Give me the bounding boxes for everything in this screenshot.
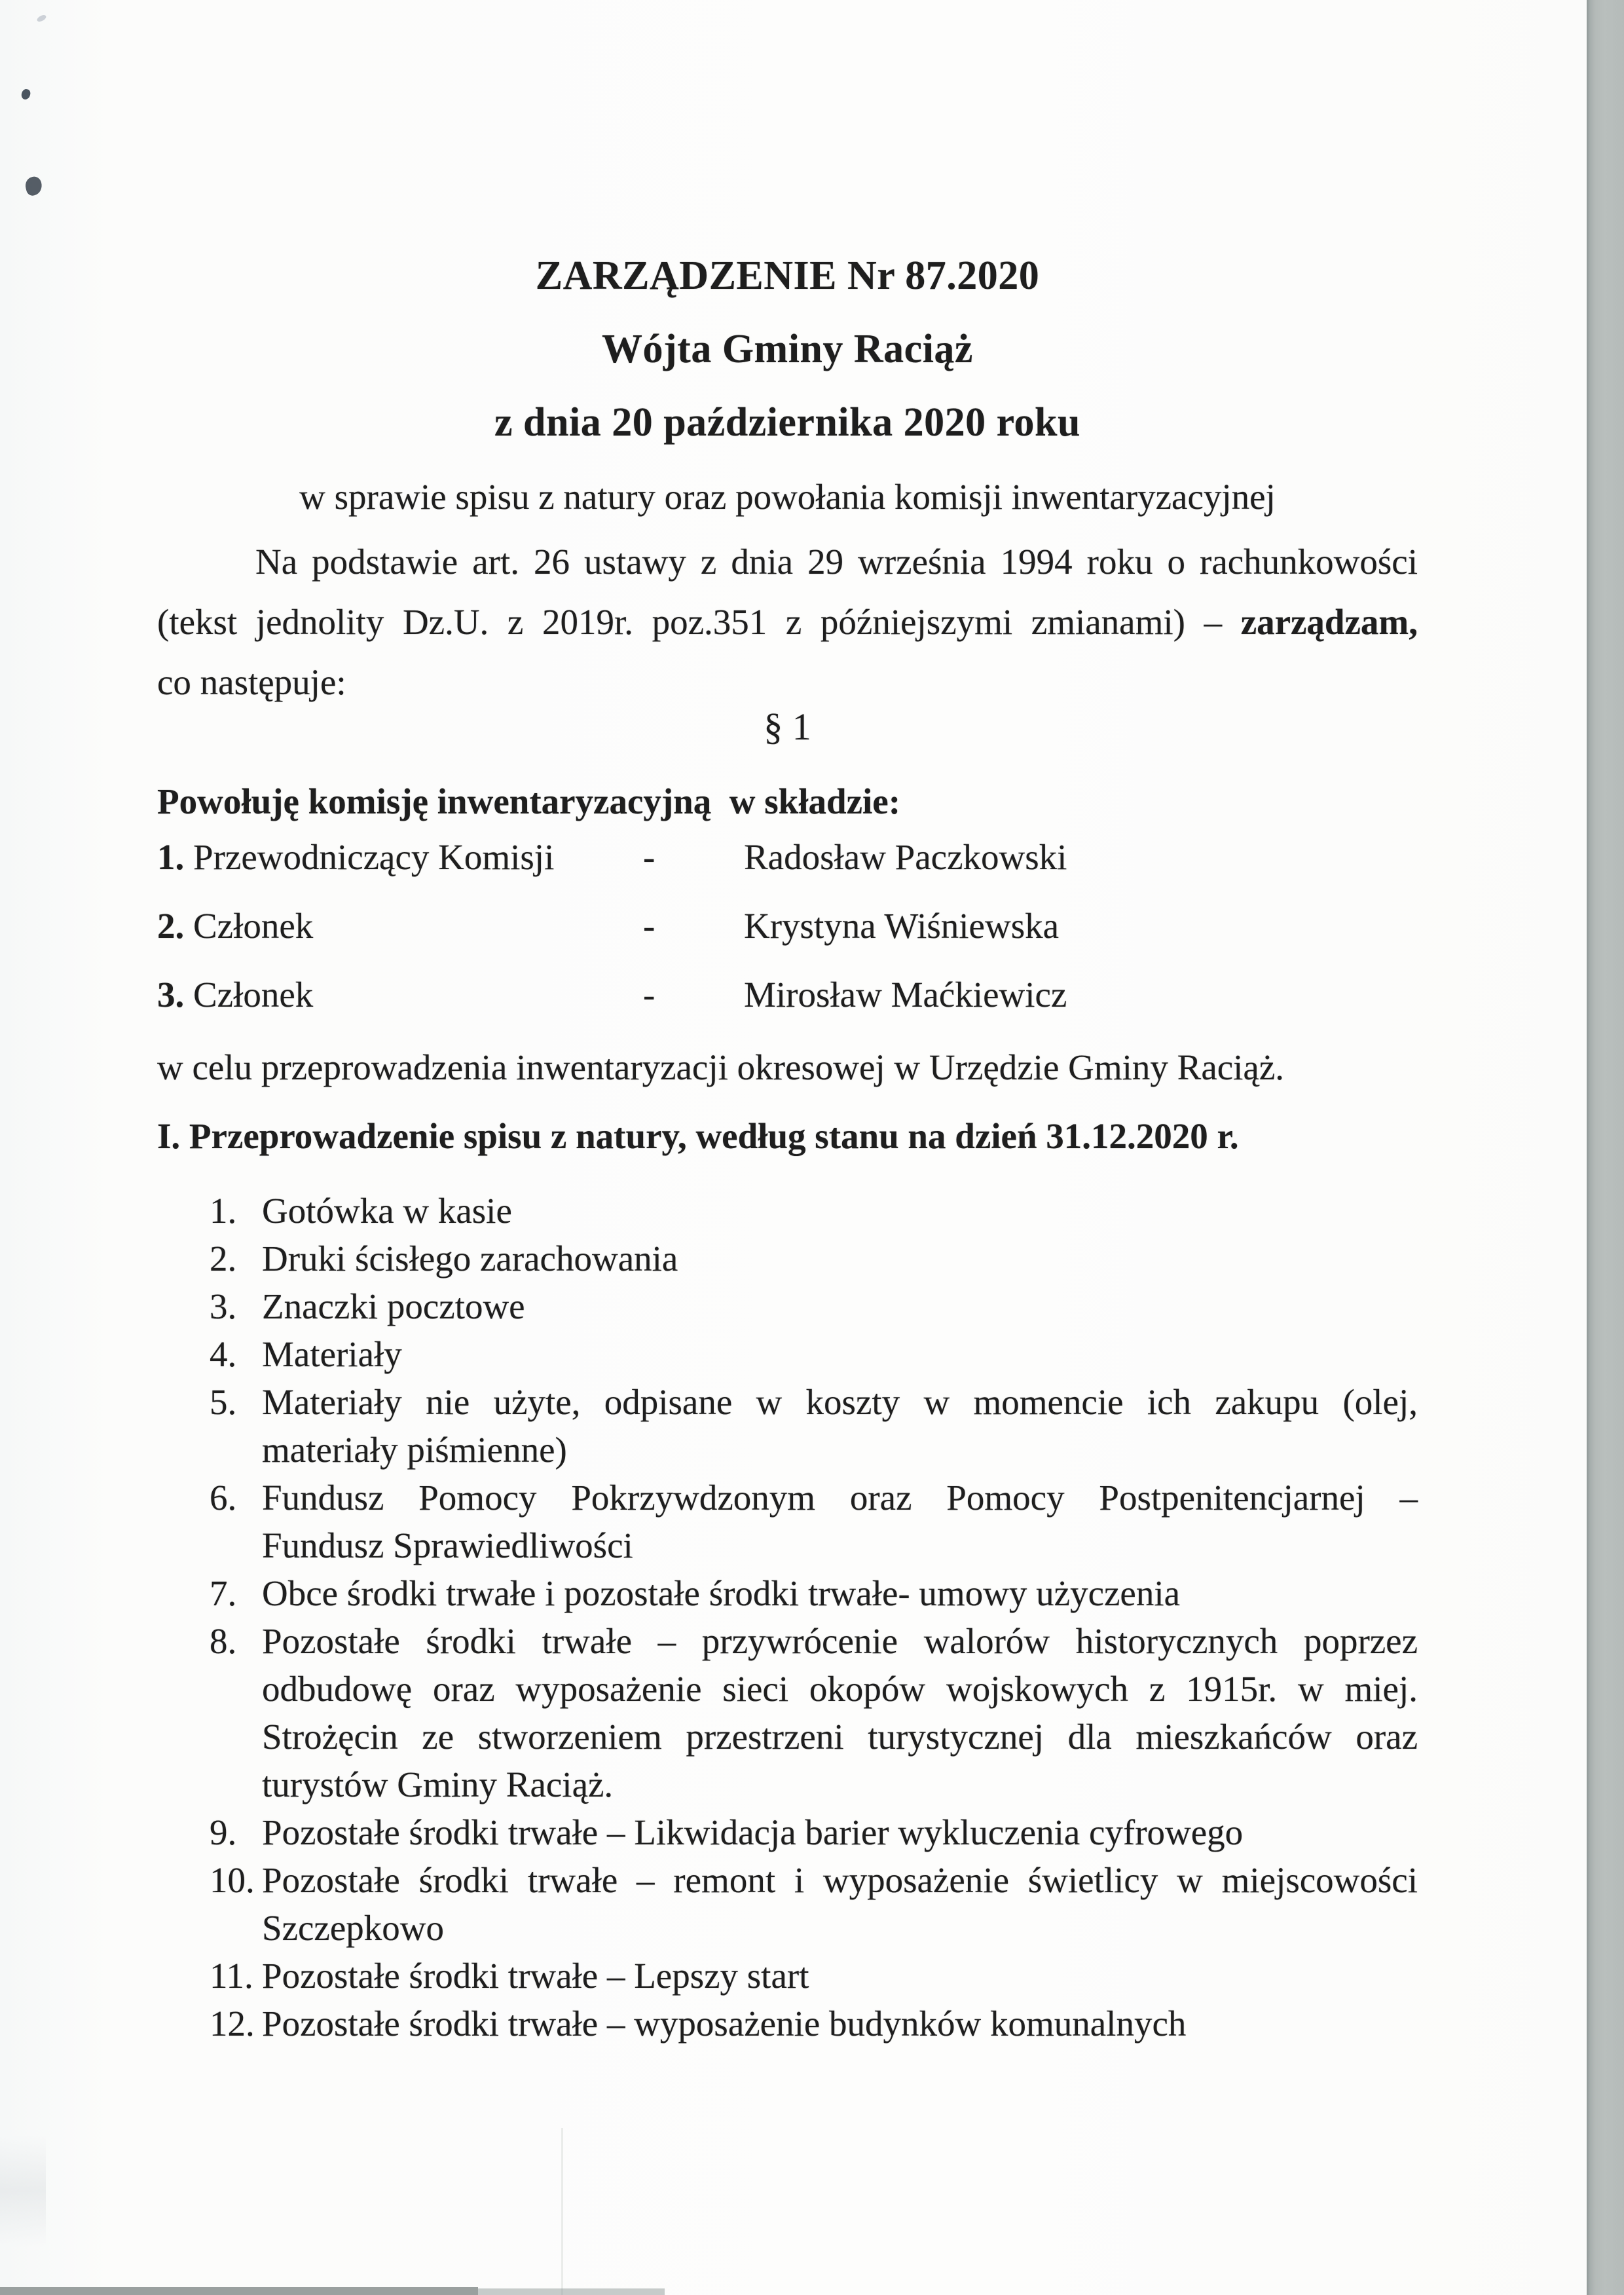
inventory-item-line: Materiały [262, 1334, 402, 1374]
legal-basis-line1: Na podstawie art. 26 ustawy z dnia 29 września 1994 roku o rachunkowości [255, 542, 1418, 582]
scan-vertical-streak [561, 2128, 563, 2295]
document-title-line1: ZARZĄDZENIE Nr 87.2020 [535, 253, 1040, 298]
inventory-item [210, 1856, 1418, 1952]
inventory-item-line: Szczepkowo [262, 1908, 444, 1948]
legal-basis-line2-bold: zarządzam, [1240, 602, 1418, 642]
committee-role: 3. Członek [157, 975, 314, 1015]
committee-number: 2. [157, 906, 185, 946]
inventory-item-line: Pozostałe środki trwałe – wyposażenie budynków komunalnych [262, 2004, 1187, 2043]
inventory-item-number: 12. [210, 2004, 255, 2043]
part-1-heading: I. Przeprowadzenie spisu z natury, według stanu na dzień 31.12.2020 r. [157, 1116, 1239, 1156]
inventory-list [210, 1187, 1418, 2047]
legal-basis-line3: co następuje: [157, 662, 346, 702]
committee-intro-line: Powołuję komisję inwentaryzacyjną w składzie: [157, 781, 901, 821]
inventory-item [210, 1474, 1418, 1569]
inventory-item-number: 2. [210, 1239, 237, 1278]
committee-number: 1. [157, 837, 185, 877]
document-title-line3: z dnia 20 października 2020 roku [494, 400, 1081, 445]
inventory-item-line: Obce środki trwałe i pozostałe środki trwałe- umowy użyczenia [262, 1573, 1181, 1613]
inventory-item-line: Pozostałe środki trwałe – Lepszy start [262, 1956, 809, 1996]
inventory-item [210, 1282, 1418, 1330]
inventory-item-line: Fundusz Pomocy Pokrzywdzonym oraz Pomocy Postpenitencjarnej – [262, 1478, 1418, 1518]
inventory-item [210, 1235, 1418, 1282]
inventory-item-number: 3. [210, 1286, 237, 1326]
legal-basis-line2-regular: (tekst jednolity Dz.U. z 2019r. poz.351 z późniejszymi zmianami) – [157, 602, 1241, 642]
inventory-item [210, 1617, 1418, 1808]
inventory-item-line: Gotówka w kasie [262, 1191, 512, 1231]
inventory-item-line: turystów Gminy Raciąż. [262, 1764, 614, 1804]
inventory-item-number: 5. [210, 1382, 237, 1422]
section-1-mark: § 1 [764, 705, 811, 748]
inventory-item [210, 1569, 1418, 1617]
committee-number: 3. [157, 975, 185, 1015]
inventory-item-number: 8. [210, 1621, 237, 1661]
committee-dash: - [643, 906, 655, 946]
scan-left-smear [0, 2135, 46, 2247]
committee-role: 1. Przewodniczący Komisji [157, 837, 555, 877]
inventory-item-line: Materiały nie użyte, odpisane w koszty w momencie ich zakupu (olej, [262, 1382, 1418, 1422]
inventory-item-number: 11. [210, 1956, 253, 1996]
committee-dash: - [643, 975, 655, 1015]
inventory-item-line: odbudowę oraz wyposażenie sieci okopów wojskowych z 1915r. w miej. [262, 1669, 1418, 1709]
committee-member-name: Krystyna Wiśniewska [744, 906, 1060, 946]
inventory-item [210, 1187, 1418, 1235]
inventory-item-number: 10. [210, 1860, 255, 1900]
inventory-item-line: Pozostałe środki trwałe – Likwidacja barier wykluczenia cyfrowego [262, 1812, 1244, 1852]
committee-purpose-line: w celu przeprowadzenia inwentaryzacji okresowej w Urzędzie Gminy Raciąż. [157, 1047, 1285, 1087]
inventory-item [210, 1808, 1418, 1856]
inventory-item-number: 4. [210, 1334, 237, 1374]
inventory-item-line: materiały piśmienne) [262, 1430, 567, 1470]
inventory-item-line: Druki ścisłego zarachowania [262, 1239, 678, 1278]
committee-member-name: Mirosław Maćkiewicz [744, 975, 1067, 1015]
committee-role: 2. Członek [157, 906, 314, 946]
document-subject-line: w sprawie spisu z natury oraz powołania komisji inwentaryzacyjnej [299, 477, 1276, 517]
inventory-item-line: Pozostałe środki trwałe – remont i wyposażenie świetlicy w miejscowości [262, 1860, 1418, 1900]
inventory-item-number: 7. [210, 1573, 237, 1613]
scan-bottom-edge-dark [0, 2287, 478, 2295]
committee-dash: - [643, 837, 655, 877]
inventory-item-line: Pozostałe środki trwałe – przywrócenie walorów historycznych poprzez [262, 1621, 1418, 1661]
scan-right-edge-band [1587, 0, 1624, 2295]
inventory-item-number: 6. [210, 1478, 237, 1518]
inventory-item [210, 1378, 1418, 1474]
document-title-line2: Wójta Gminy Raciąż [602, 327, 973, 371]
inventory-item-number: 1. [210, 1191, 237, 1231]
inventory-item [210, 1952, 1418, 2000]
inventory-item-number: 9. [210, 1812, 237, 1852]
inventory-item [210, 2000, 1418, 2047]
committee-member-name: Radosław Paczkowski [744, 837, 1067, 877]
inventory-item-line: Strożęcin ze stworzeniem przestrzeni turystycznej dla mieszkańców oraz [262, 1717, 1418, 1757]
inventory-item-line: Fundusz Sprawiedliwości [262, 1525, 633, 1565]
inventory-item [210, 1330, 1418, 1378]
scan-bottom-edge-light [478, 2288, 665, 2295]
inventory-item-line: Znaczki pocztowe [262, 1286, 525, 1326]
